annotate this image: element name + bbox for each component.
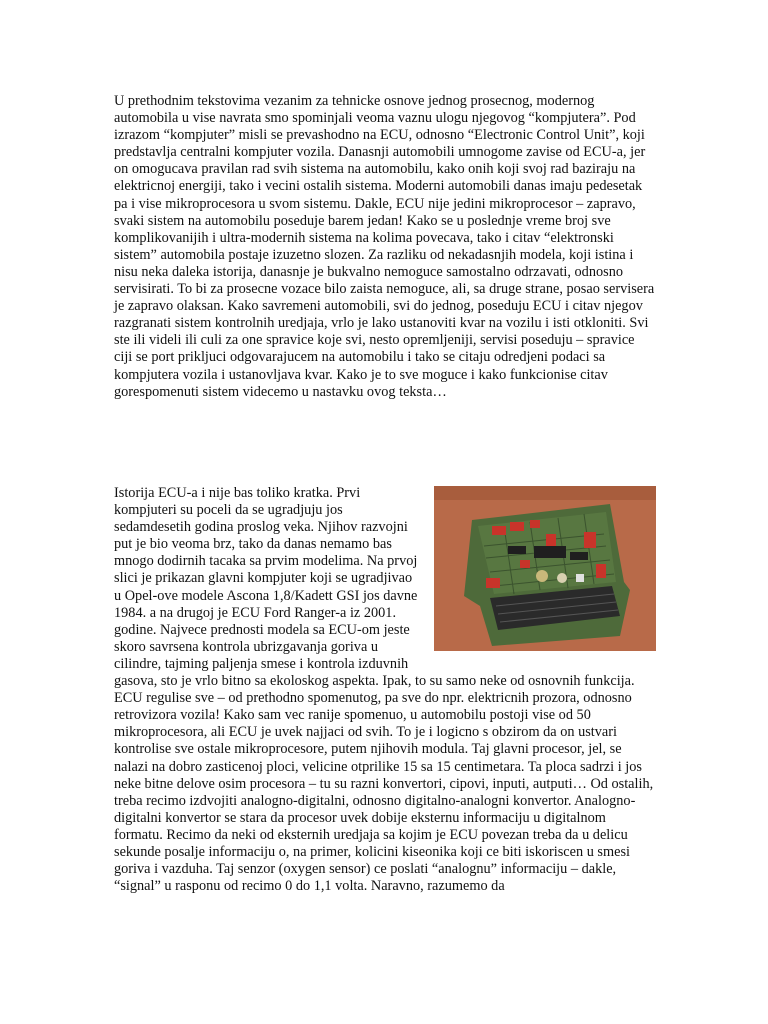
circuit-board-illustration: [434, 486, 656, 651]
history-paragraph: [114, 485, 656, 895]
intro-paragraph: U prethodnim tekstovima vezanim za tehnicke osnove jednog prosecnog, modernog automobila u vise navrata smo spominjali veoma vaznu ulogu njegovog “kompjutera”. Pod izrazom “kompjuter” misli se prevashodno na ECU, odnosno “Electronic Control Unit”, koji predstavlja centralni kompjuter vozila. Danasnji automobili umnogome zavise od ECU-a, jer on omogucava pravilan rad svih sistema na automobilu, kako onih koji svoj rad baziraju na elektricnoj energiji, tako i vecini ostalih sistema. Moderni automobili danas imaju pedesetak pa i vise mikroprocesora u svom sistemu. Dakle, ECU nije jedini mikroprocesor – zapravo, svaki sistem na automobilu poseduje barem jedan! Kako se u poslednje vreme broj sve komplikovanijih i ultra-modernih sistema na kolima povecava, tako i citav “elektronski sistem” automobila postaje izuzetno slozen. Za razliku od nekadasnjih modela, koji istina i nisu neka daleka istorija, danasnje je bukvalno nemoguce samostalno odrzavati, odnosno servisirati. To bi za prosecne vozace bilo zaista nemoguce, ali, sa druge strane, posao servisera je zapravo olaksan. Kako savremeni automobili, svi do jednog, poseduju ECU i citav njegov razgranati sistem kontrolnih uredjaja, vrlo je lako ustanoviti kvar na vozilu i isti otkloniti. Svi ste ili videli ili culi za one spravice koje svi, nesto opremljeniji, servisi poseduju – spravice ciji se port prikljuci odgovarajucem na automobilu i tako se citaju odredjeni podaci sa kompjutera vozila i ustanovljava kvar. Kako je to sve moguce i kako funkcionise citav gorespomenuti sistem videcemo u nastavku ovog teksta…: [114, 93, 655, 400]
ecu-board-photo: [434, 486, 656, 651]
history-paragraph-text: Istorija ECU-a i nije bas toliko kratka. Prvi kompjuteri su poceli da se ugradjuju jos sedamdesetih godina proslog veka. Njihov razvojni put je bio veoma brz, tako da danas nemamo bas mnogo dodirnih tacaka sa prvim modelima. Na prvoj slici je prikazan glavni kompjuter koji se ugradjivao u Opel-ove modele Ascona 1,8/Kadett GSI jos davne 1984. a na drugoj je ECU Ford Ranger-a iz 2001. godine. Najvece prednosti modela sa ECU-om jeste skoro savrsena kontrola ubrizgavanja goriva u cilindre, tajming paljenja smese i kontrola izduvnih gasova, sto je vrlo bitno sa ekoloskog aspekta. Ipak, to su samo neke od osnovnih funkcija. ECU regulise sve – od prethodno spomenutog, pa sve do npr. elektricnih prozora, odnosno retrovizora vozila! Kako sam vec ranije spomenuo, u automobilu postoji vise od 50 mikroprocesora, ali ECU je uvek najjaci od svih. To je i logicno s obzirom da on ustvari kontrolise sve ostale mikroprocesore, putem njihovih modula. Taj glavni procesor, jel, se nalazi na dobro zasticenoj ploci, velicine otprilike 15 sa 15 centimetara. Ta ploca sadrzi i jos neke bitne delove osim procesora – tu su razni konvertori, cipovi, inputi, autputi… Od ostalih, treba recimo izdvojiti analogno-digitalni, odnosno digitalno-analogni konvertor. Analogno-digitalni konvertor se stara da procesor uvek dobije eksternu informaciju u digitalnom formatu. Recimo da neki od eksternih uredjaja sa kojim je ECU povezan treba da u delicu sekunde posalje informaciju o, na primer, kolicini kiseonika koji ce biti iskoriscen u smesi goriva i vazduha. Taj senzor (oxygen sensor) ce poslati “analognu” informaciju – dakle, “signal” u rasponu od recimo 0 do 1,1 volta. Naravno, razumemo da: [114, 485, 654, 895]
